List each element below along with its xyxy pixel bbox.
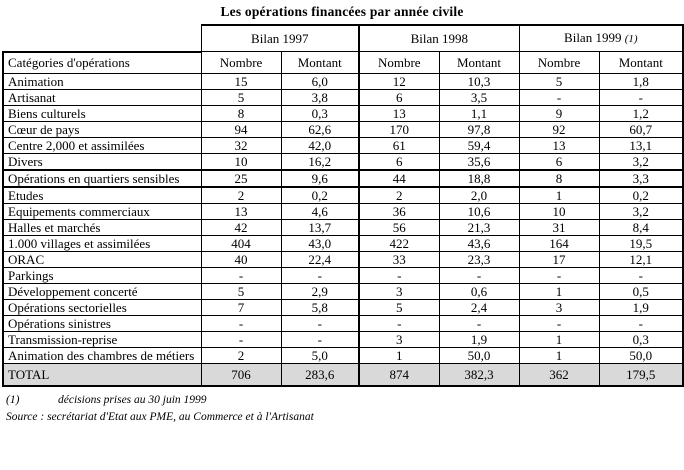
category-cell: 1.000 villages et assimilées bbox=[3, 235, 201, 251]
value-cell: 94 bbox=[201, 121, 281, 137]
table-row bbox=[3, 283, 683, 299]
value-cell: 17 bbox=[519, 251, 599, 267]
total-row bbox=[3, 363, 683, 386]
category-cell: Artisanat bbox=[3, 89, 201, 105]
year-header-row bbox=[3, 25, 683, 52]
value-cell: 5 bbox=[359, 299, 439, 315]
value-cell: - bbox=[201, 331, 281, 347]
value-cell: 42,0 bbox=[281, 137, 359, 153]
category-header-cell: Catégories d'opérations bbox=[3, 52, 201, 74]
value-cell: 0,5 bbox=[599, 283, 683, 299]
category-cell: Biens culturels bbox=[3, 105, 201, 121]
category-cell: Etudes bbox=[3, 187, 201, 204]
value-cell: 5 bbox=[201, 89, 281, 105]
value-cell: 25 bbox=[201, 170, 281, 187]
year-label: Bilan 1999 bbox=[564, 30, 622, 45]
year-header-1999 bbox=[519, 25, 683, 52]
value-cell: 44 bbox=[359, 170, 439, 187]
value-cell: 5 bbox=[519, 73, 599, 89]
year-label: Bilan 1998 bbox=[410, 31, 468, 46]
footnote-1-text: décisions prises au 30 juin 1999 bbox=[58, 393, 207, 406]
value-cell: - bbox=[519, 267, 599, 283]
table-row bbox=[3, 315, 683, 331]
table-row bbox=[3, 203, 683, 219]
value-cell: 2 bbox=[201, 187, 281, 204]
category-cell: Développement concerté bbox=[3, 283, 201, 299]
value-cell: 10 bbox=[519, 203, 599, 219]
value-cell: 50,0 bbox=[439, 347, 519, 363]
value-cell: 3,5 bbox=[439, 89, 519, 105]
value-cell: 1,1 bbox=[439, 105, 519, 121]
value-cell: 6 bbox=[519, 153, 599, 170]
value-cell: - bbox=[359, 267, 439, 283]
value-cell: - bbox=[201, 315, 281, 331]
operations-table bbox=[2, 24, 684, 387]
total-value: 706 bbox=[201, 363, 281, 386]
value-cell: 1,2 bbox=[599, 105, 683, 121]
sub-header-row bbox=[3, 52, 683, 74]
total-value: 179,5 bbox=[599, 363, 683, 386]
value-cell: - bbox=[439, 315, 519, 331]
table-row bbox=[3, 235, 683, 251]
value-cell: 62,6 bbox=[281, 121, 359, 137]
value-cell: 1,9 bbox=[599, 299, 683, 315]
table-row bbox=[3, 153, 683, 170]
table-row bbox=[3, 331, 683, 347]
table-row bbox=[3, 299, 683, 315]
value-cell: 56 bbox=[359, 219, 439, 235]
value-cell: - bbox=[439, 267, 519, 283]
value-cell: 50,0 bbox=[599, 347, 683, 363]
category-cell: Animation des chambres de métiers bbox=[3, 347, 201, 363]
value-cell: 3 bbox=[359, 283, 439, 299]
value-cell: 3 bbox=[519, 299, 599, 315]
value-cell: 23,3 bbox=[439, 251, 519, 267]
category-cell: Opérations sinistres bbox=[3, 315, 201, 331]
value-cell: 13 bbox=[359, 105, 439, 121]
value-cell: 43,6 bbox=[439, 235, 519, 251]
value-cell: 5,0 bbox=[281, 347, 359, 363]
subheader-montant: Montant bbox=[599, 52, 683, 74]
value-cell: 43,0 bbox=[281, 235, 359, 251]
value-cell: 3,8 bbox=[281, 89, 359, 105]
value-cell: 0,3 bbox=[599, 331, 683, 347]
value-cell: 1 bbox=[519, 187, 599, 204]
category-cell: Parkings bbox=[3, 267, 201, 283]
value-cell: 1 bbox=[359, 347, 439, 363]
table-row bbox=[3, 73, 683, 89]
value-cell: 40 bbox=[201, 251, 281, 267]
value-cell: 2 bbox=[359, 187, 439, 204]
value-cell: 0,2 bbox=[281, 187, 359, 204]
value-cell: - bbox=[519, 89, 599, 105]
year-header-1997 bbox=[201, 25, 359, 52]
value-cell: 1,9 bbox=[439, 331, 519, 347]
value-cell: 0,3 bbox=[281, 105, 359, 121]
value-cell: 3,3 bbox=[599, 170, 683, 187]
value-cell: 21,3 bbox=[439, 219, 519, 235]
value-cell: 404 bbox=[201, 235, 281, 251]
subheader-montant: Montant bbox=[439, 52, 519, 74]
value-cell: 1 bbox=[519, 347, 599, 363]
subheader-nombre: Nombre bbox=[519, 52, 599, 74]
source-line: Source : secrétariat d'Etat aux PME, au Commerce et à l'Artisanat bbox=[6, 410, 314, 423]
value-cell: 1,8 bbox=[599, 73, 683, 89]
total-label: TOTAL bbox=[3, 363, 201, 386]
value-cell: 10,3 bbox=[439, 73, 519, 89]
category-cell: Opérations sectorielles bbox=[3, 299, 201, 315]
category-cell: Halles et marchés bbox=[3, 219, 201, 235]
value-cell: 36 bbox=[359, 203, 439, 219]
table-row bbox=[3, 251, 683, 267]
value-cell: 19,5 bbox=[599, 235, 683, 251]
value-cell: 8,4 bbox=[599, 219, 683, 235]
value-cell: 164 bbox=[519, 235, 599, 251]
table-row bbox=[3, 347, 683, 363]
total-value: 362 bbox=[519, 363, 599, 386]
footnote-marker: (1) bbox=[624, 33, 638, 45]
value-cell: 3,2 bbox=[599, 153, 683, 170]
value-cell: 9,6 bbox=[281, 170, 359, 187]
year-label: Bilan 1997 bbox=[251, 31, 309, 46]
value-cell: 1 bbox=[519, 283, 599, 299]
value-cell: 13,1 bbox=[599, 137, 683, 153]
footnote-1 bbox=[6, 394, 684, 406]
category-cell: Transmission-reprise bbox=[3, 331, 201, 347]
value-cell: - bbox=[281, 267, 359, 283]
footnotes bbox=[6, 394, 684, 423]
value-cell: 33 bbox=[359, 251, 439, 267]
value-cell: - bbox=[599, 89, 683, 105]
value-cell: - bbox=[599, 315, 683, 331]
table-row bbox=[3, 267, 683, 283]
value-cell: 3 bbox=[359, 331, 439, 347]
value-cell: 4,6 bbox=[281, 203, 359, 219]
table-row bbox=[3, 137, 683, 153]
category-cell: Opérations en quartiers sensibles bbox=[3, 170, 201, 187]
value-cell: 7 bbox=[201, 299, 281, 315]
value-cell: 422 bbox=[359, 235, 439, 251]
category-cell: Animation bbox=[3, 73, 201, 89]
total-value: 874 bbox=[359, 363, 439, 386]
year-header-1998 bbox=[359, 25, 519, 52]
value-cell: 170 bbox=[359, 121, 439, 137]
value-cell: 42 bbox=[201, 219, 281, 235]
value-cell: 1 bbox=[519, 331, 599, 347]
value-cell: 60,7 bbox=[599, 121, 683, 137]
value-cell: - bbox=[599, 267, 683, 283]
value-cell: 35,6 bbox=[439, 153, 519, 170]
value-cell: 2,9 bbox=[281, 283, 359, 299]
value-cell: 2 bbox=[201, 347, 281, 363]
value-cell: 13 bbox=[519, 137, 599, 153]
value-cell: 13,7 bbox=[281, 219, 359, 235]
value-cell: 9 bbox=[519, 105, 599, 121]
footnote-1-marker: (1) bbox=[6, 393, 20, 406]
value-cell: - bbox=[519, 315, 599, 331]
category-cell: ORAC bbox=[3, 251, 201, 267]
value-cell: 97,8 bbox=[439, 121, 519, 137]
table-body bbox=[3, 73, 683, 363]
category-cell: Cœur de pays bbox=[3, 121, 201, 137]
value-cell: 31 bbox=[519, 219, 599, 235]
table-row bbox=[3, 121, 683, 137]
category-cell: Divers bbox=[3, 153, 201, 170]
value-cell: 13 bbox=[201, 203, 281, 219]
value-cell: 18,8 bbox=[439, 170, 519, 187]
value-cell: 12,1 bbox=[599, 251, 683, 267]
subheader-nombre: Nombre bbox=[359, 52, 439, 74]
value-cell: 2,4 bbox=[439, 299, 519, 315]
value-cell: 0,2 bbox=[599, 187, 683, 204]
table-row bbox=[3, 170, 683, 187]
table-row bbox=[3, 187, 683, 204]
value-cell: 10,6 bbox=[439, 203, 519, 219]
value-cell: - bbox=[359, 315, 439, 331]
value-cell: 6 bbox=[359, 153, 439, 170]
table-row bbox=[3, 89, 683, 105]
subheader-montant: Montant bbox=[281, 52, 359, 74]
value-cell: 32 bbox=[201, 137, 281, 153]
value-cell: 59,4 bbox=[439, 137, 519, 153]
value-cell: 16,2 bbox=[281, 153, 359, 170]
subheader-nombre: Nombre bbox=[201, 52, 281, 74]
page-title: Les opérations financées par année civile bbox=[220, 4, 464, 19]
value-cell: 92 bbox=[519, 121, 599, 137]
value-cell: 3,2 bbox=[599, 203, 683, 219]
value-cell: 15 bbox=[201, 73, 281, 89]
value-cell: 61 bbox=[359, 137, 439, 153]
value-cell: 2,0 bbox=[439, 187, 519, 204]
value-cell: 0,6 bbox=[439, 283, 519, 299]
value-cell: 8 bbox=[519, 170, 599, 187]
category-cell: Equipements commerciaux bbox=[3, 203, 201, 219]
table-row bbox=[3, 105, 683, 121]
value-cell: 6,0 bbox=[281, 73, 359, 89]
value-cell: 5 bbox=[201, 283, 281, 299]
category-cell: Centre 2,000 et assimilées bbox=[3, 137, 201, 153]
value-cell: - bbox=[281, 315, 359, 331]
value-cell: - bbox=[281, 331, 359, 347]
value-cell: - bbox=[201, 267, 281, 283]
value-cell: 5,8 bbox=[281, 299, 359, 315]
total-value: 283,6 bbox=[281, 363, 359, 386]
value-cell: 8 bbox=[201, 105, 281, 121]
table-row bbox=[3, 219, 683, 235]
value-cell: 6 bbox=[359, 89, 439, 105]
value-cell: 12 bbox=[359, 73, 439, 89]
corner-cell bbox=[3, 25, 201, 52]
value-cell: 22,4 bbox=[281, 251, 359, 267]
total-value: 382,3 bbox=[439, 363, 519, 386]
value-cell: 10 bbox=[201, 153, 281, 170]
